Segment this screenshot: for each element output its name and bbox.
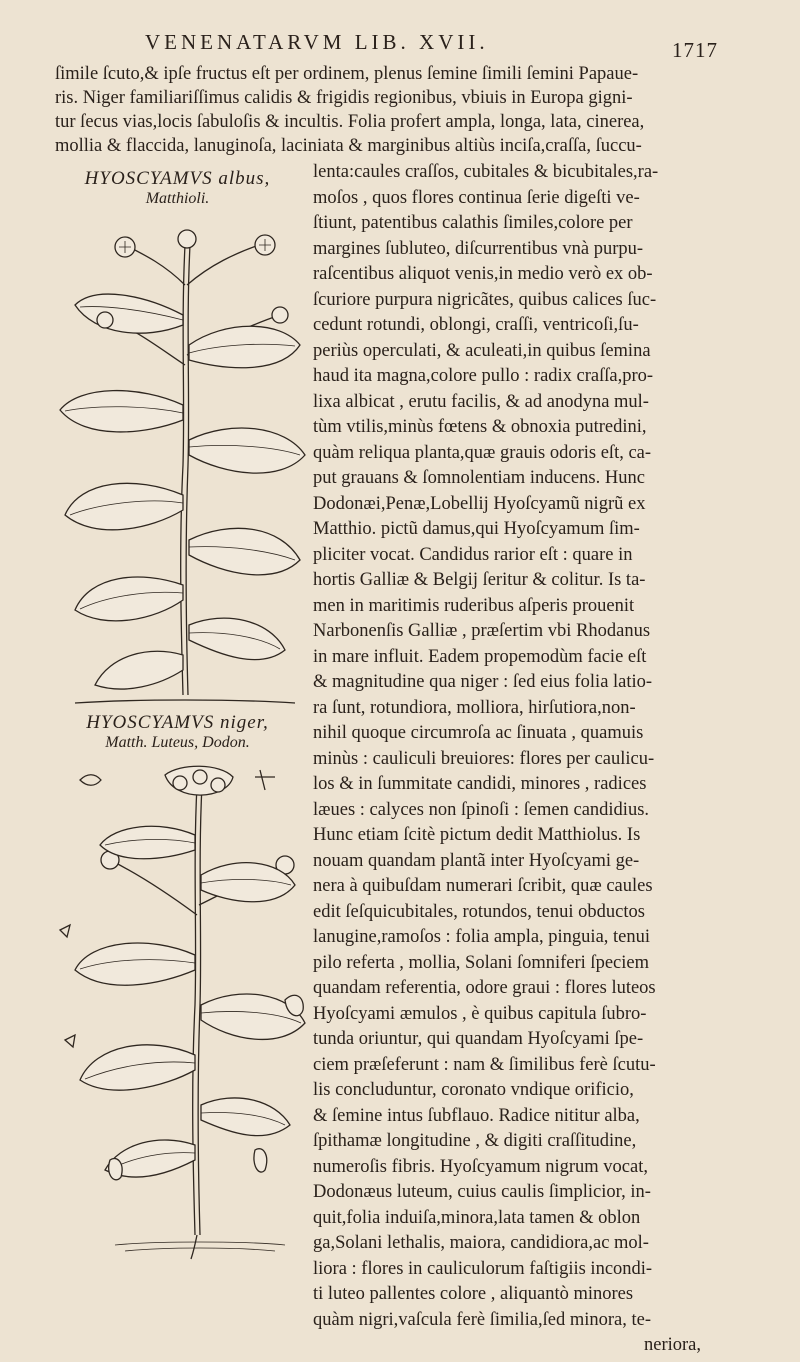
text-line: men in maritimis ruderibus aſperis prouenit <box>313 595 635 616</box>
text-line: quàm reliqua planta,quæ grauis odoris eſt, ca- <box>313 442 652 463</box>
text-line: ſpithamæ longitudine , & digiti craſſitudine, <box>313 1131 637 1151</box>
text-line: & magnitudine qua niger : ſed eius folia latio- <box>313 672 653 692</box>
text-line: edit ſeſquicubitales, rotundos, tenui obductos <box>313 901 645 922</box>
figure2-caption <box>55 712 300 752</box>
text-line: Matthio. pictũ damus,qui Hyoſcyamum ſim- <box>313 519 640 539</box>
text-line: ſtiunt, patentibus calathis ſimiles,colore per <box>313 213 633 233</box>
text-column <box>313 160 701 1359</box>
figure1-caption <box>55 168 300 208</box>
text-line: Narbonenſis Galliæ , præſertim vbi Rhodanus <box>313 621 651 641</box>
text-line: ciem præſeferunt : nam & ſimilibus ferè ſcutu- <box>313 1054 656 1075</box>
text-line: neriora, <box>643 1335 701 1355</box>
text-line: numeroſis fibris. Hyoſcyamum nigrum vocat, <box>313 1156 648 1177</box>
text-line: Dodonæus luteum, cuius caulis ſimplicior, in- <box>313 1182 651 1202</box>
text-line: haud ita magna,colore pullo : radix craſſa,pro- <box>313 366 654 386</box>
page-header <box>0 30 800 62</box>
white-henbane-woodcut <box>55 225 310 710</box>
text-line: periùs operculati, & aculeati,in quibus ſemina <box>313 340 651 361</box>
text-line: ra ſunt, rotundiora, molliora, hirſutiora,non- <box>313 697 636 718</box>
text-line: raſcentibus aliquot venis,in medio verò ex ob- <box>313 264 653 284</box>
text-line: tunda oriuntur, qui quandam Hyoſcyami ſpe- <box>313 1029 644 1049</box>
text-line: in mare influit. Eadem propemodùm facie eſt <box>313 646 647 667</box>
text-line: nouam quandam plantã inter Hyoſcyami ge- <box>313 850 640 871</box>
text-line: quit,folia induiſa,minora,lata tamen & oblon <box>313 1207 641 1228</box>
text-line: margines ſubluteo, diſcurrentibus vnà purpu- <box>313 238 644 259</box>
text-line: cedunt rotundi, oblongi, craſſi, ventricoſi,ſu- <box>313 315 639 335</box>
text-line: minùs : cauliculi breuiores: flores per caulicu- <box>313 748 655 769</box>
text-line: nihil quoque circumroſa ac ſinuata , quamuis <box>313 723 644 743</box>
figure2-caption-title: HYOSCYAMVS niger, <box>86 712 269 733</box>
black-henbane-woodcut <box>55 765 310 1260</box>
text-line: lanugine,ramoſos : folia ampla, pinguia, tenui <box>313 927 651 947</box>
text-line: Dodonæi,Penæ,Lobellij Hyoſcyamũ nigrũ ex <box>313 493 646 514</box>
text-line: pliciter vocat. Candidus rarior eſt : quare in <box>313 544 633 565</box>
running-title: VENENATARVM LIB. XVII. <box>145 30 489 54</box>
page-number: 1717 <box>672 38 718 62</box>
figure1-caption-title: HYOSCYAMVS albus, <box>84 168 271 189</box>
text-line: ris. Niger familiariſſimus calidis & frigidis regionibus, vbiuis in Europa gigni- <box>55 88 633 108</box>
text-line: lenta:caules craſſos, cubitales & bicubitales,ra- <box>313 162 659 182</box>
text-line: quàm nigri,vaſcula ferè ſimilia,ſed minora, te- <box>313 1309 652 1330</box>
text-line: moſos , quos flores continua ſerie digeſti ve- <box>313 187 640 208</box>
figure1-caption-author: Matthioli. <box>145 190 210 207</box>
text-line: quandam referentia, odore graui : flores luteos <box>313 978 656 998</box>
text-line: Hyoſcyami æmulos , è quibus capitula ſubro- <box>313 1003 647 1024</box>
text-line: tùm vtilis,minùs fœtens & obnoxia putredini, <box>313 417 647 437</box>
text-line: nera à quibuſdam numerari ſcribit, quæ caules <box>313 876 653 896</box>
text-line: lixa albicat , erutu facilis, & ad anodyna mul- <box>313 391 649 412</box>
text-line: pilo referta , mollia, Solani ſomniferi ſpeciem <box>313 952 649 973</box>
text-line: læues : calyces non ſpinoſi : ſemen candidius. <box>313 799 650 820</box>
text-line: lis concluduntur, coronato vndique orificio, <box>313 1080 634 1100</box>
text-line: los & in ſummitate candidi, minores , radices <box>313 774 647 794</box>
text-line: Hunc etiam ſcitè pictum dedit Matthiolus. Is <box>313 825 641 845</box>
text-line: hortis Galliæ & Belgij ſeritur & colitur. Is ta- <box>313 570 646 590</box>
text-line: ga,Solani lethalis, maiora, candidiora,ac mol- <box>313 1233 649 1253</box>
text-line: mollia & flaccida, lanuginoſa, laciniata & marginibus altiùs inciſa,craſſa, ſuccu- <box>55 136 642 156</box>
figure2-caption-author: Matth. Luteus, Dodon. <box>105 734 250 751</box>
text-line: tur ſecus vias,locis ſabuloſis & incultis. Folia profert ampla, longa, lata, cinerea, <box>55 112 645 132</box>
text-line: ſimile ſcuto,& ipſe fructus eſt per ordinem, plenus ſemine ſimili ſemini Papaue- <box>55 64 639 84</box>
text-line: liora : flores in cauliculorum faſtigiis incondi- <box>313 1258 653 1279</box>
text-line: put grauans & ſomnolentiam inducens. Hunc <box>313 468 645 488</box>
text-line: & ſemine intus ſubflauo. Radice nititur alba, <box>313 1105 640 1126</box>
text-line: ti luteo pallentes colore , aliquantò minores <box>313 1284 634 1304</box>
text-line: ſcuriore purpura nigricãtes, quibus calices ſuc- <box>313 289 657 310</box>
